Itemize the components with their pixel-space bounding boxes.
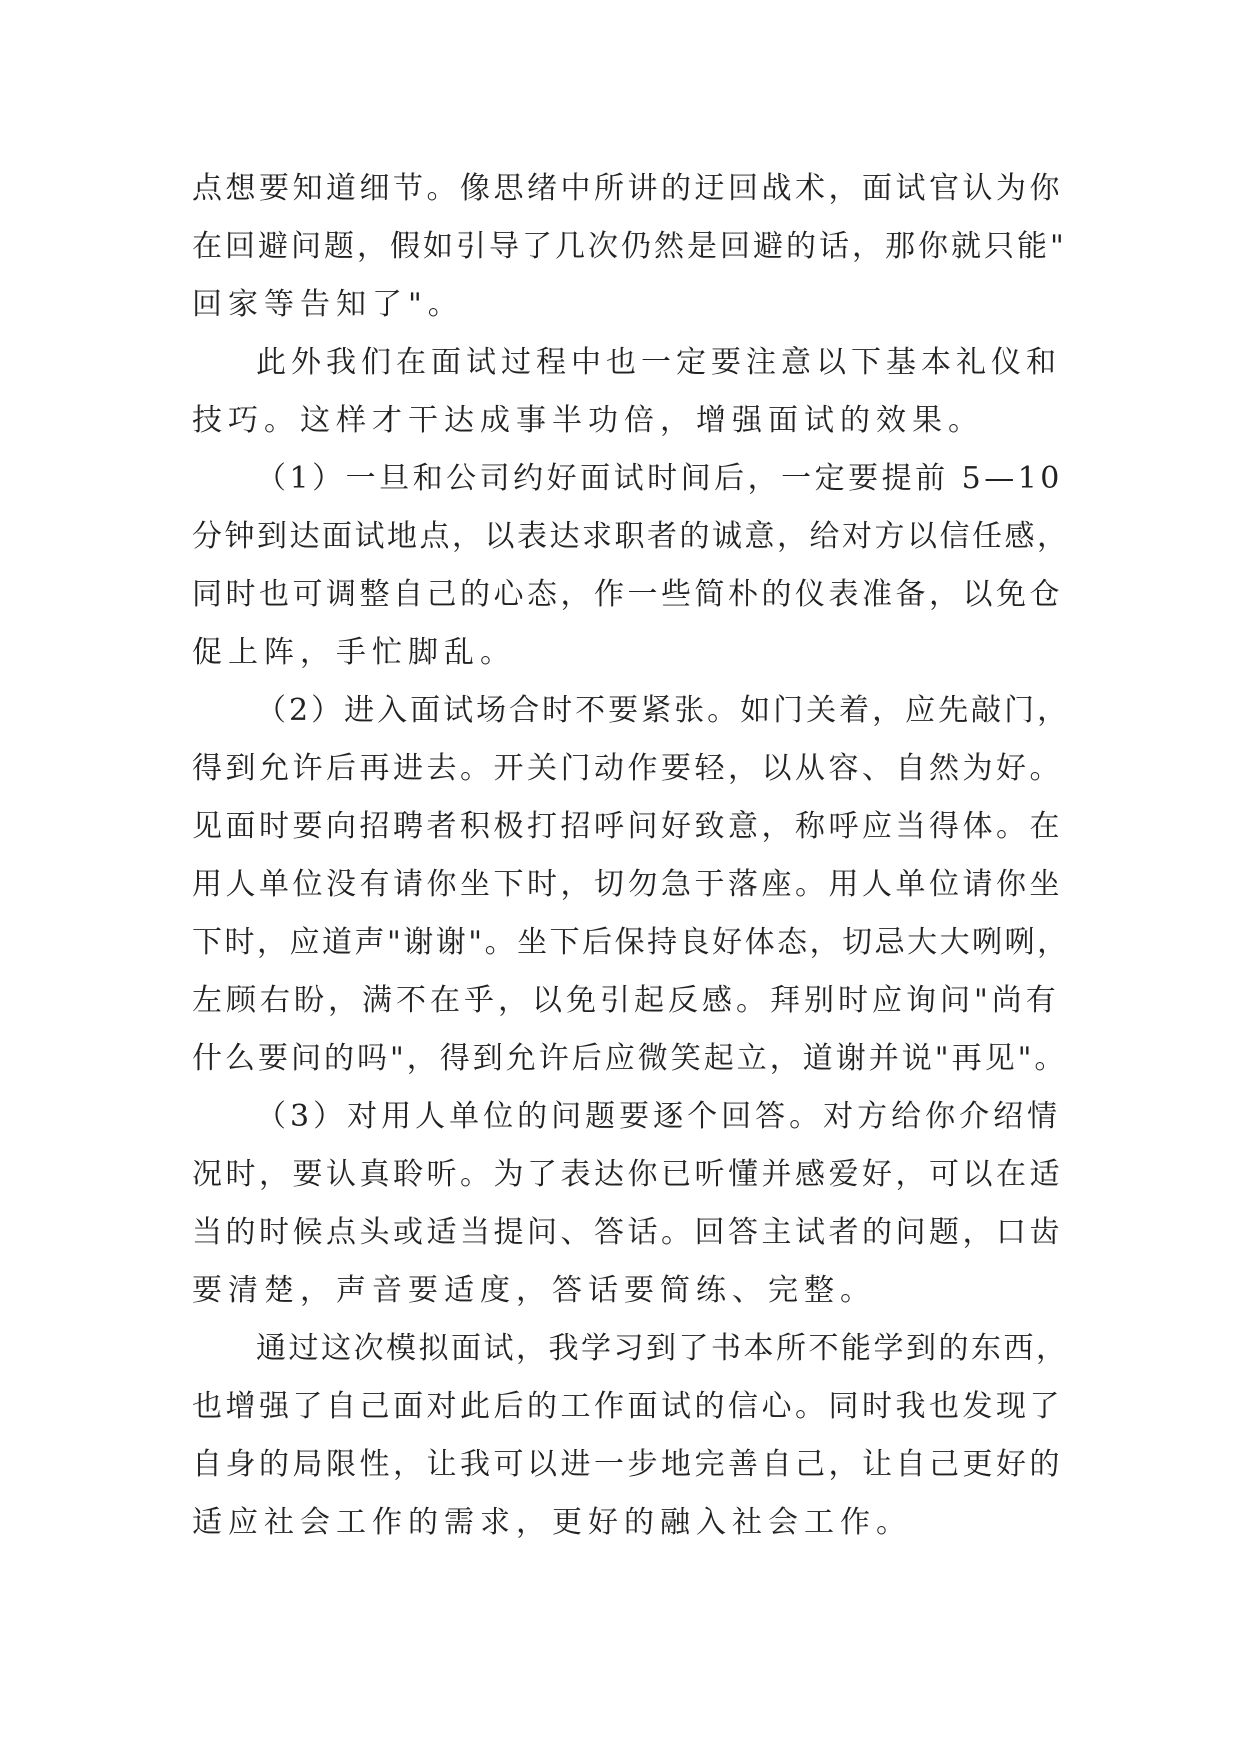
text-line-12: 见面时要向招聘者积极打招呼问好致意，称呼应当得体。在 xyxy=(192,809,1063,844)
text-line-7: 分钟到达面试地点，以表达求职者的诚意，给对方以信任感， xyxy=(192,519,1070,554)
text-line-6: （1）一旦和公司约好面试时间后，一定要提前 5—10 xyxy=(256,461,1063,496)
text-line-4: 此外我们在面试过程中也一定要注意以下基本礼仪和 xyxy=(256,345,1061,380)
text-line-20: 要清楚，声音要适度，答话要简练、完整。 xyxy=(192,1273,876,1308)
text-line-17: （3）对用人单位的问题要逐个回答。对方给你介绍情 xyxy=(256,1099,1062,1134)
text-line-5: 技巧。这样才干达成事半功倍，增强面试的效果。 xyxy=(192,403,984,438)
text-line-9: 促上阵，手忙脚乱。 xyxy=(192,635,516,670)
text-line-21: 通过这次模拟面试，我学习到了书本所不能学到的东西， xyxy=(256,1331,1069,1366)
text-line-18: 况时，要认真聆听。为了表达你已听懂并感爱好，可以在适 xyxy=(192,1157,1063,1192)
text-line-22: 也增强了自己面对此后的工作面试的信心。同时我也发现了 xyxy=(192,1389,1063,1424)
body-text xyxy=(192,160,1072,1552)
text-line-2: 在回避问题，假如引导了几次仍然是回避的话，那你就只能" xyxy=(192,229,1067,264)
text-line-11: 得到允许后再进去。开关门动作要轻，以从容、自然为好。 xyxy=(192,751,1063,786)
text-line-15: 左顾右盼，满不在乎，以免引起反感。拜别时应询问"尚有 xyxy=(192,983,1060,1018)
text-line-14: 下时，应道声"谢谢"。坐下后保持良好体态，切忌大大咧咧， xyxy=(192,925,1070,960)
text-line-13: 用人单位没有请你坐下时，切勿急于落座。用人单位请你坐 xyxy=(192,867,1063,902)
text-line-24: 适应社会工作的需求，更好的融入社会工作。 xyxy=(192,1505,912,1540)
text-line-3: 回家等告知了"。 xyxy=(192,287,464,322)
text-line-16: 什么要问的吗"，得到允许后应微笑起立，道谢并说"再见"。 xyxy=(192,1041,1068,1076)
text-line-23: 自身的局限性，让我可以进一步地完善自己，让自己更好的 xyxy=(192,1447,1063,1482)
text-line-1: 点想要知道细节。像思绪中所讲的迂回战术，面试官认为你 xyxy=(192,171,1063,206)
text-line-19: 当的时候点头或适当提问、答话。回答主试者的问题，口齿 xyxy=(192,1215,1063,1250)
text-line-10: （2）进入面试场合时不要紧张。如门关着，应先敲门， xyxy=(256,693,1071,728)
text-line-8: 同时也可调整自己的心态，作一些简朴的仪表准备，以免仓 xyxy=(192,577,1063,612)
